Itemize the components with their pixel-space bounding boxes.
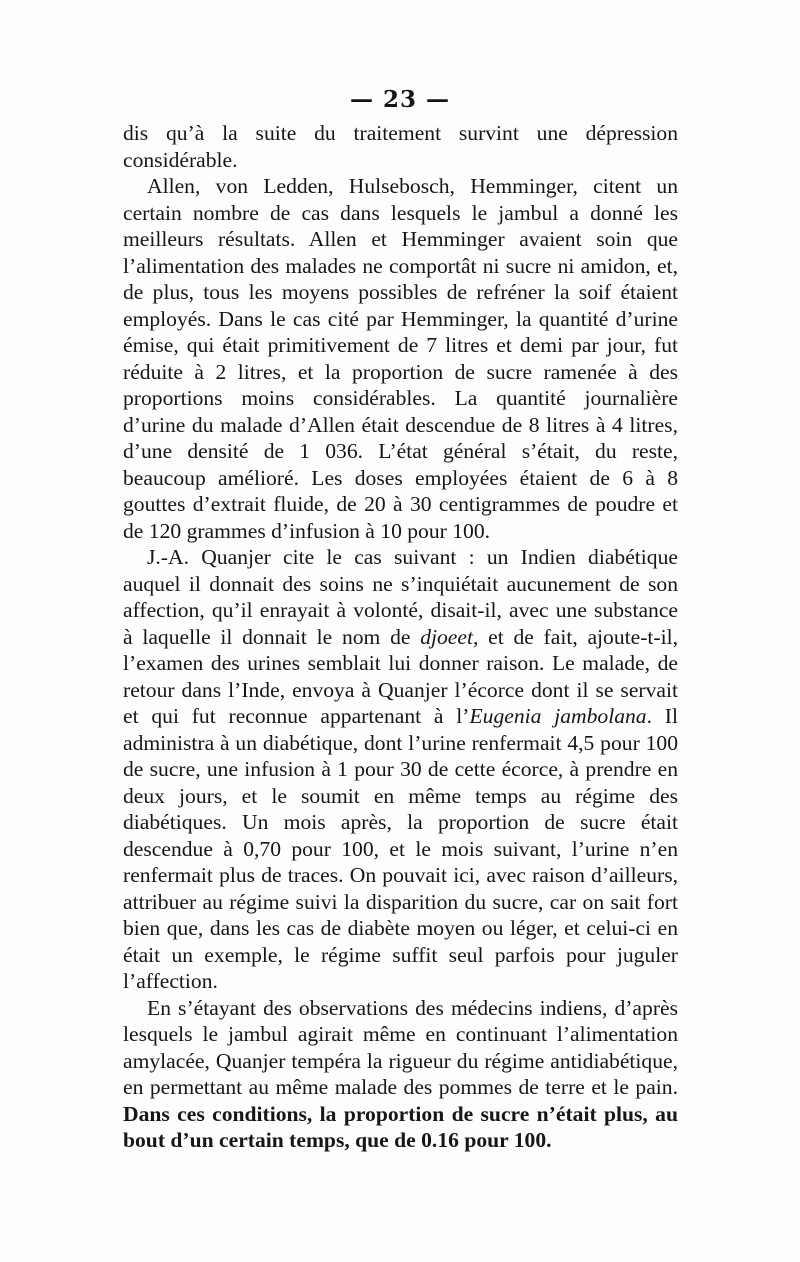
paragraph-4-bold-text: Dans ces conditions, la proportion de sucre n’était plus, au bout d’un certain temps, que de 0.16 pour 100. [123,1101,678,1152]
italic-term-eugenia: Eugenia jambolana [469,704,647,728]
body-text [123,120,678,1154]
italic-term-djoeet: djoeet [420,624,473,649]
paragraph-3-part-3: . Il administra à un diabétique, dont l’urine renfermait 4,5 pour 100 de sucre, une infusion à 1 pour 30 de cette écorce, à prendre en deux jours, et le soumit en même temps au régime des diabétiques. Un mois après, la proportion de sucre était descendue à 0,70 pour 100, et le mois suivant, l’urine n’en renfermait plus de traces. On pouvait ici, avec raison d’ailleurs, attribuer au régime suivi la disparition du sucre, car on sait fort bien que, dans les cas de diabète moyen ou léger, et celui-ci en était un exemple, le régime suffit seul parfois pour juguler l’affection. [123,704,678,993]
paragraph-1: dis qu’à la suite du traitement survint une dépression considérable. [123,121,678,172]
paragraph-3 [123,544,678,995]
paragraph-2: Allen, von Ledden, Hulsebosch, Hemminger, citent un certain nombre de cas dans lesquels le jambul a donné les meilleurs résultats. Allen et Hemminger avaient soin que l’alimentation des malades ne comportât ni sucre ni amidon, et, de plus, tous les moyens possibles de refréner la soif étaient employés. Dans le cas cité par Hemminger, la quantité d’urine émise, qui était primitivement de 7 litres et demi par jour, fut réduite à 2 litres, et la proportion de sucre ramenée à des proportions moins considérables. La quantité journalière d’urine du malade d’Allen était descendue de 8 litres à 4 litres, d’une densité de 1 036. L’état général s’était, du reste, beaucoup amélioré. Les doses employées étaient de 6 à 8 gouttes d’extrait fluide, de 20 à 30 centigrammes de poudre et de 120 grammes d’infusion à 10 pour 100. [123,174,678,543]
page-number: — 23 — [349,86,451,113]
paragraph-3-part-1: J.-A. Quanjer cite le cas suivant : un Indien diabétique auquel il donnait des soins ne s’inquiétait aucunement de son affection, qu’il enrayait à volonté, disait-il, avec une substance à laquelle il donnait le nom de [123,545,678,649]
paragraph-4-text: En s’étayant des observations des médecins indiens, d’après lesquels le jambul agirait même en continuant l’alimentation amylacée, Quanjer tempéra la rigueur du régime antidiabétique, en permettant au même malade des pommes de terre et le pain. [123,995,678,1099]
paragraph-3-part-2: , et de fait, ajoute-t-il, l’examen des urines semblait lui donner raison. Le malade, de retour dans l’Inde, envoya à Quanjer l’écorce dont il se servait et qui fut reconnue appartenant à l’ [123,624,679,728]
paragraph-4 [123,995,678,1154]
